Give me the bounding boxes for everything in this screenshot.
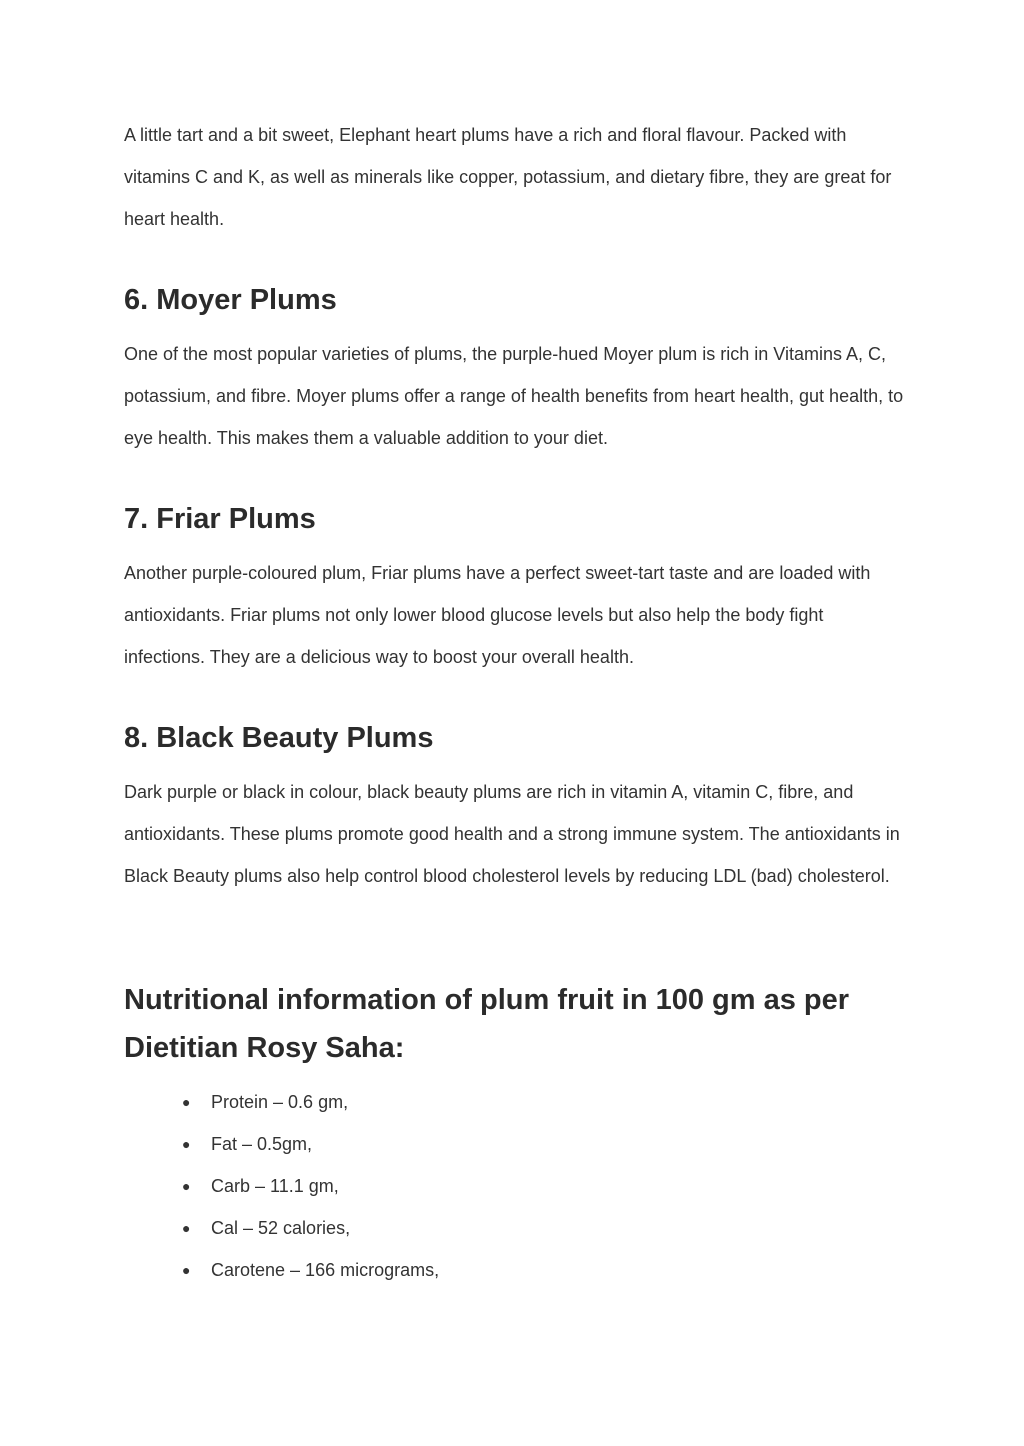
bullet-icon: ● [182,1178,191,1194]
list-item [124,1207,439,1249]
moyer-plums-heading: 6. Moyer Plums [124,284,337,316]
friar-plums-paragraph: Another purple-coloured plum, Friar plums have a perfect sweet-tart taste and are loaded with antioxidants. Friar plums not only lower blood glucose levels but also help the body fight infections. They are a delicious way to boost your overall health. [124,563,871,667]
black-beauty-plums-heading: 8. Black Beauty Plums [124,722,434,754]
elephant-heart-paragraph: A little tart and a bit sweet, Elephant heart plums have a rich and floral flavour. Packed with vitamins C and K, as well as minerals like copper, potassium, and dietary fibre, they are great for heart health. [124,125,892,229]
bullet-icon: ● [182,1136,191,1152]
nutrition-list [124,1081,439,1291]
bullet-icon: ● [182,1094,191,1110]
black-beauty-plums-paragraph: Dark purple or black in colour, black beauty plums are rich in vitamin A, vitamin C, fibre, and antioxidants. These plums promote good health and a strong immune system. The antioxidants in Black Beauty plums also help control blood cholesterol levels by reducing LDL (bad) cholesterol. [124,782,900,886]
moyer-plums-paragraph: One of the most popular varieties of plums, the purple-hued Moyer plum is rich in Vitamins A, C, potassium, and fibre. Moyer plums offer a range of health benefits from heart health, gut health, to eye health. This makes them a valuable addition to your diet. [124,344,904,448]
friar-plums-heading: 7. Friar Plums [124,503,316,535]
list-item-text: Carb – 11.1 gm, [211,1176,339,1196]
bullet-icon: ● [182,1220,191,1236]
list-item-text: Cal – 52 calories, [211,1218,351,1238]
list-item [124,1165,439,1207]
list-item-text: Protein – 0.6 gm, [211,1092,349,1112]
list-item [124,1081,439,1123]
nutrition-heading: Nutritional information of plum fruit in 100 gm as per Dietitian Rosy Saha: [124,984,850,1064]
list-item-text: Carotene – 166 micrograms, [211,1260,440,1280]
bullet-icon: ● [182,1262,191,1278]
list-item-text: Fat – 0.5gm, [211,1134,313,1154]
list-item [124,1249,439,1291]
list-item [124,1123,439,1165]
